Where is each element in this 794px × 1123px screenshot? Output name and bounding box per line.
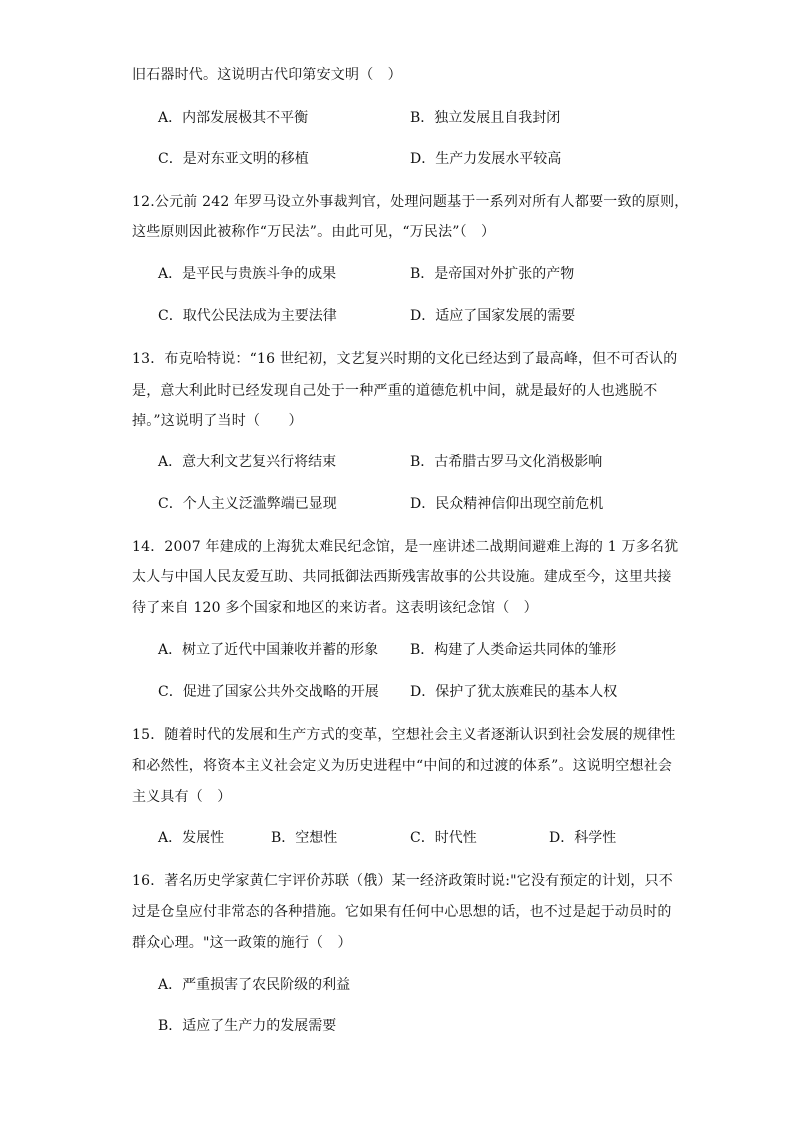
q14-stem-line-1: 14．2007 年建成的上海犹太难民纪念馆，是一座讲述二战期间避难上海的 1 万多名犹 bbox=[132, 539, 679, 555]
q14-option-d[interactable]: D．保护了犹太族难民的基本人权 bbox=[410, 684, 618, 700]
q14-option-b[interactable]: B．构建了人类命运共同体的雏形 bbox=[410, 642, 617, 658]
q13-option-d[interactable]: D．民众精神信仰出现空前危机 bbox=[410, 496, 604, 512]
q14-option-c[interactable]: C．促进了国家公共外交战略的开展 bbox=[158, 684, 379, 700]
q12-stem-line-2: 这些原则因此被称作“万民法”。由此可见，“万民法”（ ） bbox=[132, 224, 496, 240]
q12-stem-line-1: 12.公元前 242 年罗马设立外事裁判官，处理问题基于一系列对所有人都要一致的原则， bbox=[132, 194, 689, 210]
q12-option-c[interactable]: C．取代公民法成为主要法律 bbox=[158, 308, 337, 324]
q14-option-a[interactable]: A．树立了近代中国兼收并蓄的形象 bbox=[158, 642, 379, 658]
prev-option-a[interactable]: A．内部发展极其不平衡 bbox=[158, 110, 309, 126]
q15-stem-line-2: 和必然性，将资本主义社会定义为历史进程中“中间的和过渡的体系”。这说明空想社会 bbox=[132, 758, 673, 774]
q16-stem-line-1: 16．著名历史学家黄仁宇评价苏联（俄）某一经济政策时说:"它没有预定的计划，只不 bbox=[132, 873, 673, 889]
q16-option-a[interactable]: A．严重损害了农民阶级的利益 bbox=[158, 977, 351, 993]
q15-option-c[interactable]: C．时代性 bbox=[410, 830, 477, 846]
q15-stem-line-3: 主义具有（ ） bbox=[132, 789, 232, 805]
q15-option-b[interactable]: B．空想性 bbox=[271, 830, 338, 846]
prev-option-d[interactable]: D．生产力发展水平较高 bbox=[410, 151, 562, 167]
q12-option-a[interactable]: A．是平民与贵族斗争的成果 bbox=[158, 266, 337, 282]
q13-option-b[interactable]: B．古希腊古罗马文化消极影响 bbox=[410, 454, 603, 470]
q12-option-d[interactable]: D．适应了国家发展的需要 bbox=[410, 308, 576, 324]
prev-question-stem: 旧石器时代。这说明古代印第安文明（ ） bbox=[132, 67, 402, 83]
q13-stem-line-3: 掉。”这说明了当时（ ） bbox=[132, 413, 303, 429]
q13-option-c[interactable]: C．个人主义泛滥弊端已显现 bbox=[158, 496, 337, 512]
q13-option-a[interactable]: A．意大利文艺复兴行将结束 bbox=[158, 454, 337, 470]
q14-stem-line-3: 待了来自 120 多个国家和地区的来访者。这表明该纪念馆（ ） bbox=[132, 600, 538, 616]
prev-option-b[interactable]: B．独立发展且自我封闭 bbox=[410, 110, 561, 126]
q15-option-d[interactable]: D．科学性 bbox=[549, 830, 617, 846]
q12-option-b[interactable]: B．是帝国对外扩张的产物 bbox=[410, 266, 575, 282]
q13-stem-line-1: 13．布克哈特说：“16 世纪初，文艺复兴时期的文化已经达到了最高峰，但不可否认的 bbox=[132, 351, 678, 367]
q16-stem-line-2: 过是仓皇应付非常态的各种措施。它如果有任何中心思想的话，也不过是起于动员时的 bbox=[132, 904, 672, 920]
q15-option-a[interactable]: A．发展性 bbox=[158, 830, 225, 846]
q14-stem-line-2: 太人与中国人民友爱互助、共同抵御法西斯残害故事的公共设施。建成至今，这里共接 bbox=[132, 569, 672, 585]
q15-stem-line-1: 15．随着时代的发展和生产方式的变革，空想社会主义者逐渐认识到社会发展的规律性 bbox=[132, 727, 676, 743]
q16-stem-line-3: 群众心理。"这一政策的施行（ ） bbox=[132, 935, 352, 951]
prev-option-c[interactable]: C．是对东亚文明的移植 bbox=[158, 151, 309, 167]
q13-stem-line-2: 是，意大利此时已经发现自己处于一种严重的道德危机中间，就是最好的人也逃脱不 bbox=[132, 383, 658, 399]
q16-option-b[interactable]: B．适应了生产力的发展需要 bbox=[158, 1018, 337, 1034]
